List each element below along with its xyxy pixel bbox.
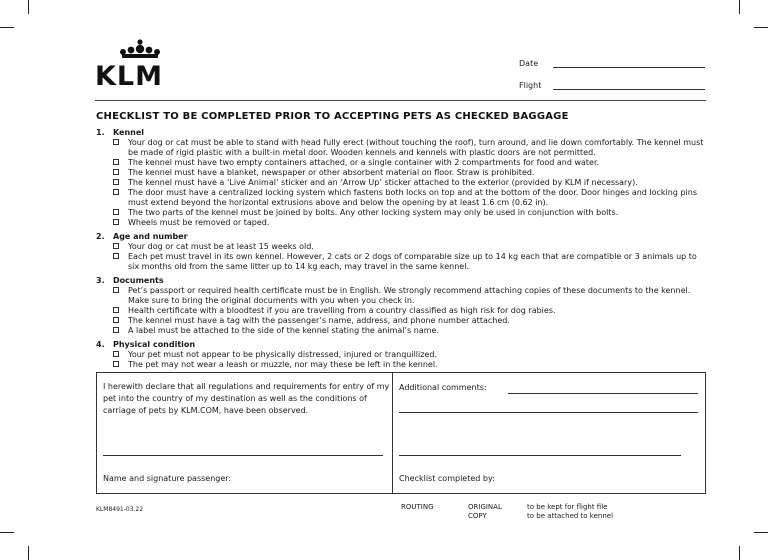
passenger-signature-label: Name and signature passenger:	[103, 474, 232, 483]
flight-field[interactable]	[553, 89, 705, 90]
form-code: KLM8491-03.22	[96, 506, 144, 513]
section-heading	[96, 128, 710, 138]
klm-logo	[95, 39, 185, 93]
section-number: 4.	[96, 340, 105, 349]
checklist-section	[96, 232, 710, 272]
section-number: 3.	[96, 276, 105, 285]
checklist-item-text: The pet may not wear a leash or muzzle, nor may these be left in the kennel.	[128, 360, 438, 369]
crop-mark	[0, 532, 14, 533]
date-label: Date	[519, 59, 539, 68]
routing-label: ROUTING	[401, 503, 434, 511]
crop-mark	[739, 0, 740, 14]
checklist	[96, 128, 710, 374]
checklist-item-text: The kennel must have a tag with the passenger’s name, address, and phone number attached.	[128, 316, 510, 325]
additional-comments-field[interactable]	[399, 412, 698, 413]
checklist-item	[96, 138, 710, 158]
checklist-item	[96, 178, 710, 188]
checklist-item-text: Each pet must travel in its own kennel. However, 2 cats or 2 dogs of comparable size up to 14 kg each that are compatible or 3 animals up to six months old from the same litter up to 14 kg each, may travel in the same kennel.	[128, 252, 697, 271]
crop-mark	[28, 0, 29, 14]
checklist-item-text: The two parts of the kennel must be joined by bolts. Any other locking system may only be used in conjunction with bolts.	[128, 208, 619, 217]
section-title: Physical condition	[113, 340, 196, 349]
checklist-item	[96, 360, 710, 370]
checkbox[interactable]	[113, 179, 119, 185]
checkbox[interactable]	[113, 351, 119, 357]
additional-comments-field[interactable]	[508, 393, 698, 394]
checkbox[interactable]	[113, 209, 119, 215]
section-number: 1.	[96, 128, 105, 137]
section-title: Kennel	[113, 128, 145, 137]
checklist-item	[96, 158, 710, 168]
checklist-item-text: A label must be attached to the side of the kennel stating the animal’s name.	[128, 326, 439, 335]
section-heading	[96, 276, 710, 286]
checklist-item-text: Health certificate with a bloodtest if you are travelling from a country classified as high risk for dog rabies.	[128, 306, 556, 315]
checkbox[interactable]	[113, 317, 119, 323]
section-title: Documents	[113, 276, 164, 285]
checkbox[interactable]	[113, 361, 119, 367]
checklist-item-text: The door must have a centralized locking system which fastens both locks on top and at the bottom of the door. Door hinges and locking pins must extend beyond the horizontal extrusions above and below the opening by at least 1.6 cm (0.62 in).	[128, 188, 698, 207]
checklist-item	[96, 350, 710, 360]
checklist-item-text: Your dog or cat must be at least 15 weeks old.	[128, 242, 314, 251]
checklist-item-text: The kennel must have a ‘Live Animal’ sticker and an ‘Arrow Up’ sticker attached to the exterior (provided by KLM if necessary).	[128, 178, 638, 187]
checkbox[interactable]	[113, 219, 119, 225]
checkbox[interactable]	[113, 327, 119, 333]
completed-by-label: Checklist completed by:	[399, 474, 495, 483]
checkbox[interactable]	[113, 253, 119, 259]
routing-copy-copy: COPY	[468, 512, 487, 520]
date-field[interactable]	[553, 67, 705, 68]
passenger-signature-field[interactable]	[103, 455, 383, 456]
checklist-item	[96, 168, 710, 178]
checklist-section	[96, 128, 710, 228]
checkbox[interactable]	[113, 189, 119, 195]
checklist-item-text: The kennel must have a blanket, newspaper or other absorbent material on floor. Straw is prohibited.	[128, 168, 535, 177]
checklist-item-text: Your dog or cat must be able to stand with head fully erect (without touching the roof), turn around, and lie down comfortably. The kennel must be made of rigid plastic with a built-in metal door. Wooden kennels and kennels with plastic doors are not permitted.	[128, 138, 704, 157]
checkbox[interactable]	[113, 287, 119, 293]
declaration-text: I herewith declare that all regulations and requirements for entry of my pet into the country of my destination as well as the conditions of carriage of pets by KLM.COM, have been observed.	[103, 382, 390, 415]
checklist-item	[96, 188, 710, 208]
checkbox[interactable]	[113, 159, 119, 165]
crop-mark	[0, 27, 14, 28]
page-title: CHECKLIST TO BE COMPLETED PRIOR TO ACCEPTING PETS AS CHECKED BAGGAGE	[96, 111, 569, 122]
completed-by-field[interactable]	[399, 455, 681, 456]
checklist-item	[96, 208, 710, 218]
checkbox[interactable]	[113, 243, 119, 249]
checklist-item	[96, 286, 710, 306]
checkbox[interactable]	[113, 169, 119, 175]
crop-mark	[28, 546, 29, 560]
logo-wordmark: KLM	[95, 61, 163, 92]
checklist-item	[96, 306, 710, 316]
checklist-item	[96, 326, 710, 336]
checklist-item-text: Your pet must not appear to be physically distressed, injured or tranquillized.	[128, 350, 437, 359]
checklist-item-text: The kennel must have two empty containers attached, or a single container with 2 compartments for food and water.	[128, 158, 600, 167]
checklist-item	[96, 242, 710, 252]
section-heading	[96, 340, 710, 350]
checklist-section	[96, 340, 710, 370]
section-heading	[96, 232, 710, 242]
section-title: Age and number	[113, 232, 188, 241]
crop-mark	[754, 532, 768, 533]
crop-mark	[754, 27, 768, 28]
flight-label: Flight	[519, 81, 542, 90]
checklist-item	[96, 252, 710, 272]
checklist-item-text: Wheels must be removed or taped.	[128, 218, 270, 227]
header-divider	[95, 100, 706, 101]
checklist-item	[96, 218, 710, 228]
checklist-item	[96, 316, 710, 326]
routing-copy-original: ORIGINAL	[468, 503, 502, 511]
checkbox[interactable]	[113, 307, 119, 313]
additional-comments-label: Additional comments:	[399, 383, 487, 392]
section-number: 2.	[96, 232, 105, 241]
checklist-item-text: Pet’s passport or required health certificate must be in English. We strongly recommend attaching copies of these documents to the kennel. Make sure to bring the original documents with you when you check in.	[128, 286, 691, 305]
routing-destination-copy: to be attached to kennel	[527, 512, 614, 520]
checkbox[interactable]	[113, 139, 119, 145]
routing-destination-original: to be kept for flight file	[527, 503, 608, 511]
checklist-section	[96, 276, 710, 336]
crop-mark	[739, 546, 740, 560]
box-divider	[392, 372, 393, 494]
crown-icon	[118, 39, 162, 61]
